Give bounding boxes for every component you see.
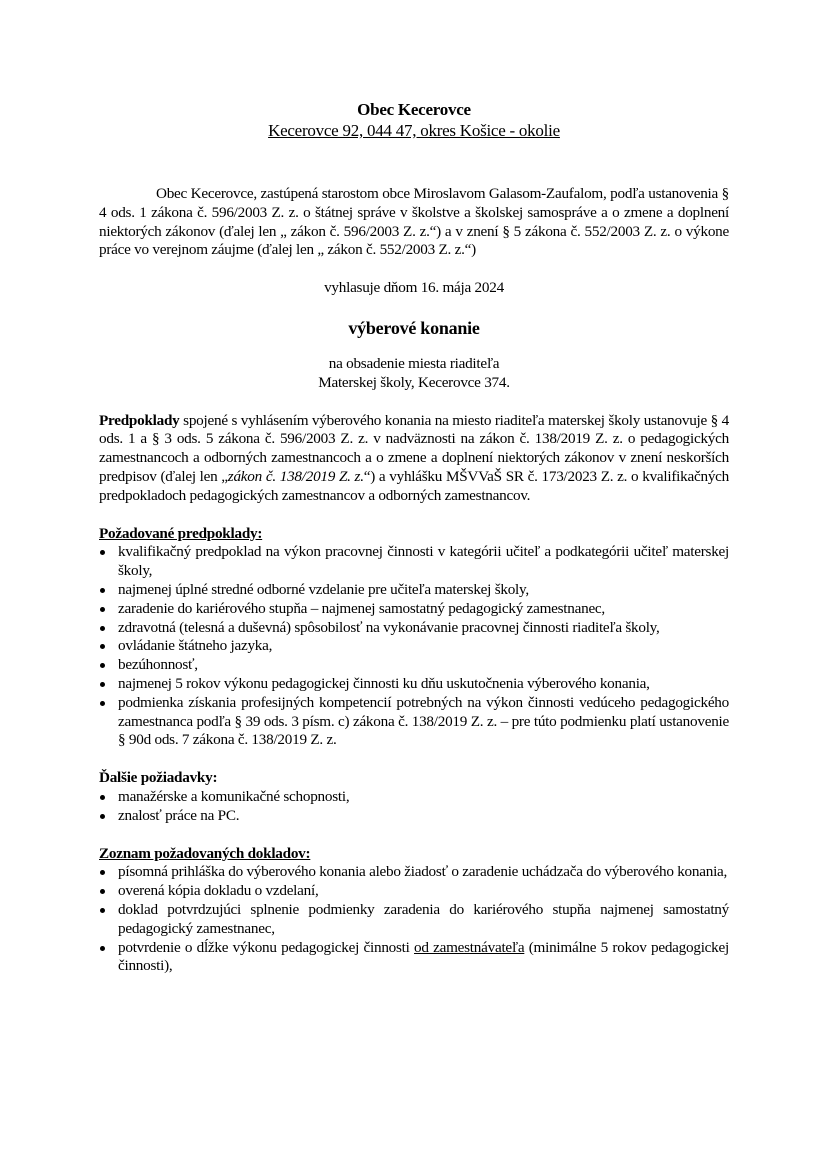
list-item: kvalifikačný predpoklad na výkon pracovnej činnosti v kategórii učiteľ a podkategórii učiteľ materskej školy, (99, 543, 729, 581)
subtitle-line-2: Materskej školy, Kecerovce 374. (318, 373, 510, 391)
bullet-icon (100, 644, 105, 649)
prerequisites-text-1: spojené s vyhlásením výberového konania na miesto riaditeľa materskej školy ustanovuje § 4 ods. 1 a § 3 ods. 5 zákona č. 596/2003 Z. z. v nadväznosti na zákon č. 138/2019 Z. z. o pedagogických zamestnancoch a odborných zamestnancoch a o zmene a doplnení niektorých zákonov v znení neskorších predpisov (ďalej len „ (99, 411, 729, 485)
bullet-icon (100, 607, 105, 612)
subtitle-line-1: na obsadenie miesta riaditeľa (328, 354, 500, 372)
bullet-icon (100, 795, 105, 800)
bullet-icon (100, 814, 105, 819)
required-documents-title: Zoznam požadovaných dokladov: (99, 844, 311, 862)
list-item: zdravotná (telesná a duševná) spôsobilosť na vykonávanie pracovnej činnosti riaditeľa školy, (99, 619, 729, 638)
bullet-icon (100, 946, 105, 951)
required-documents-list (99, 863, 729, 976)
bullet-icon (100, 908, 105, 913)
position-subtitle (99, 355, 729, 393)
bullet-icon (100, 889, 105, 894)
prerequisites-paragraph (99, 412, 729, 506)
employer-underlined: od zamestnávateľa (414, 938, 525, 956)
list-item: podmienka získania profesijných kompetencií potrebných na výkon činnosti vedúceho pedagogického zamestnanca podľa § 39 ods. 3 písm. c) zákona č. 138/2019 Z. z. – pre túto podmienku platí ustanovenie § 90d ods. 7 zákona č. 138/2019 Z. z. (99, 694, 729, 750)
required-prerequisites-title: Požadované predpoklady: (99, 524, 263, 542)
document-title: Obec Kecerovce (357, 100, 471, 119)
intro-paragraph: Obec Kecerovce, zastúpená starostom obce Miroslavom Galasom-Zaufalom, podľa ustanovenia § 4 ods. 1 zákona č. 596/2003 Z. z. o štátnej správe v školstve a školskej samospráve a o zmene a doplnení niektorých zákonov (ďalej len „ zákon č. 596/2003 Z. z.“) a v znení § 5 zákona č. 552/2003 Z. z. o výkone práce vo verejnom záujme (ďalej len „ zákon č. 552/2003 Z. z.“) (99, 185, 729, 259)
bullet-icon (100, 870, 105, 875)
list-item: najmenej úplné stredné odborné vzdelanie pre učiteľa materskej školy, (99, 581, 729, 600)
list-item: ovládanie štátneho jazyka, (99, 637, 729, 656)
prerequisites-lead: Predpoklady (99, 411, 180, 429)
list-item: potvrdenie o dĺžke výkonu pedagogickej činnosti od zamestnávateľa (minimálne 5 rokov pedagogickej činnosti), (99, 939, 729, 977)
other-requirements-title: Ďalšie požiadavky: (99, 769, 218, 787)
required-prerequisites-list (99, 543, 729, 750)
document-address: Kecerovce 92, 044 47, okres Košice - okolie (268, 121, 560, 140)
list-item: zaradenie do kariérového stupňa – najmenej samostatný pedagogický zamestnanec, (99, 600, 729, 619)
list-item: znalosť práce na PC. (99, 807, 729, 826)
bullet-icon (100, 701, 105, 706)
other-requirements-list (99, 788, 729, 826)
list-item: najmenej 5 rokov výkonu pedagogickej činnosti ku dňu uskutočnenia výberového konania, (99, 675, 729, 694)
list-item: písomná prihláška do výberového konania alebo žiadosť o zaradenie uchádzača do výberového konania, (99, 863, 729, 882)
main-heading: výberové konanie (348, 317, 480, 338)
list-item: manažérske a komunikačné schopnosti, (99, 788, 729, 807)
list-item: doklad potvrdzujúci splnenie podmienky zaradenia do kariérového stupňa najmenej samostatný pedagogický zamestnanec, (99, 901, 729, 939)
list-item: overená kópia dokladu o vzdelaní, (99, 882, 729, 901)
bullet-icon (100, 682, 105, 687)
bullet-icon (100, 663, 105, 668)
document-page (99, 100, 729, 976)
announcement-date: vyhlasuje dňom 16. mája 2024 (324, 279, 504, 297)
list-item: bezúhonnosť, (99, 656, 729, 675)
prerequisites-law-reference: zákon č. 138/2019 Z. z. (227, 467, 364, 485)
prerequisites-text-2: “) a vyhlášku MŠVVaŠ SR č. 173/2023 Z. z. o kvalifikačných predpokladoch pedagogických zamestnancov a odborných zamestnancov. (99, 467, 729, 504)
bullet-icon (100, 626, 105, 631)
bullet-icon (100, 588, 105, 593)
bullet-icon (100, 550, 105, 555)
